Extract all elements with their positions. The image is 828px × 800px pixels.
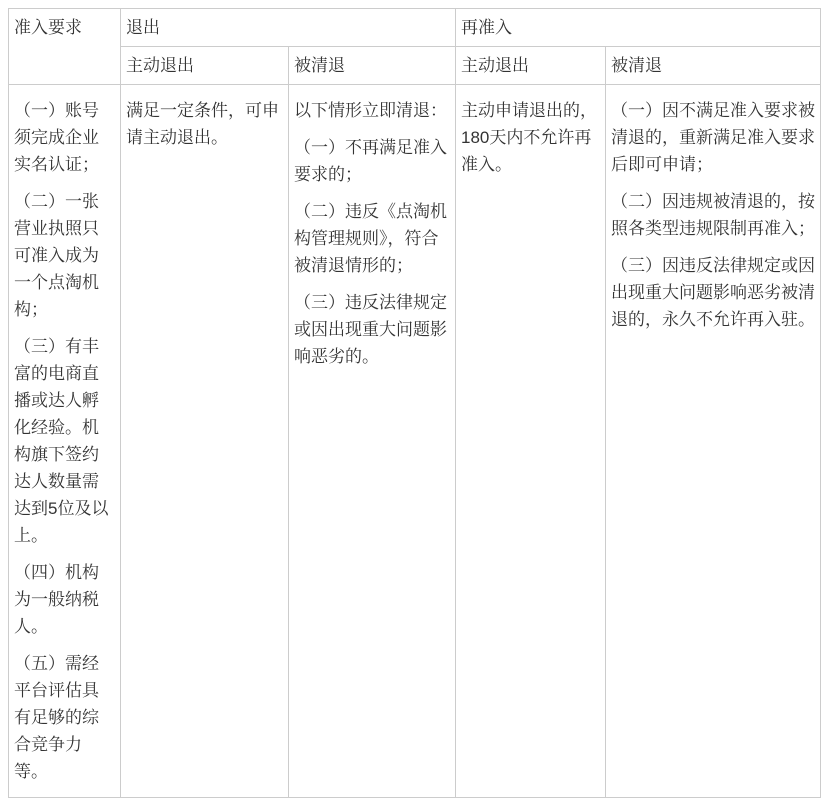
header-exit-group: 退出 <box>121 9 456 47</box>
table-row <box>9 85 821 798</box>
header-row-sub <box>9 47 821 85</box>
paragraph: （一）账号须完成企业实名认证； <box>14 101 99 174</box>
paragraph: 以下情形立即清退： <box>294 101 447 120</box>
paragraph: （三）有丰富的电商直播或达人孵化经验。机构旗下签约达人数量需达到5位及以上。 <box>14 337 109 545</box>
paragraph: （三）违反法律规定或因出现重大问题影响恶劣的。 <box>294 293 447 366</box>
cell-readmission-cleared <box>606 85 821 798</box>
paragraph: （一）因不满足准入要求被清退的，重新满足准入要求后即可申请； <box>611 101 815 174</box>
cell-exit-cleared <box>289 85 456 798</box>
header-readmission-voluntary: 主动退出 <box>456 47 606 85</box>
header-exit-cleared: 被清退 <box>289 47 456 85</box>
cell-exit-voluntary <box>121 85 289 798</box>
paragraph: 主动申请退出的，180天内不允许再准入。 <box>461 101 597 174</box>
rules-table <box>8 8 821 798</box>
paragraph: （五）需经平台评估具有足够的综合竞争力等。 <box>14 654 99 781</box>
header-readmission-cleared: 被清退 <box>606 47 821 85</box>
paragraph: （四）机构为一般纳税人。 <box>14 563 99 636</box>
paragraph: （一）不再满足准入要求的； <box>294 138 447 184</box>
header-admission-requirements: 准入要求 <box>9 9 121 85</box>
paragraph: （三）因违反法律规定或因出现重大问题影响恶劣被清退的，永久不允许再入驻。 <box>611 256 815 329</box>
cell-readmission-voluntary <box>456 85 606 798</box>
header-readmission-group: 再准入 <box>456 9 821 47</box>
header-exit-voluntary: 主动退出 <box>121 47 289 85</box>
header-row-groups <box>9 9 821 47</box>
cell-admission-requirements <box>9 85 121 798</box>
paragraph: （二）违反《点淘机构管理规则》，符合被清退情形的； <box>294 202 447 275</box>
paragraph: （二）因违规被清退的，按照各类型违规限制再准入； <box>611 192 815 238</box>
paragraph: 满足一定条件，可申请主动退出。 <box>126 101 279 147</box>
paragraph: （二）一张营业执照只可准入成为一个点淘机构； <box>14 192 99 319</box>
